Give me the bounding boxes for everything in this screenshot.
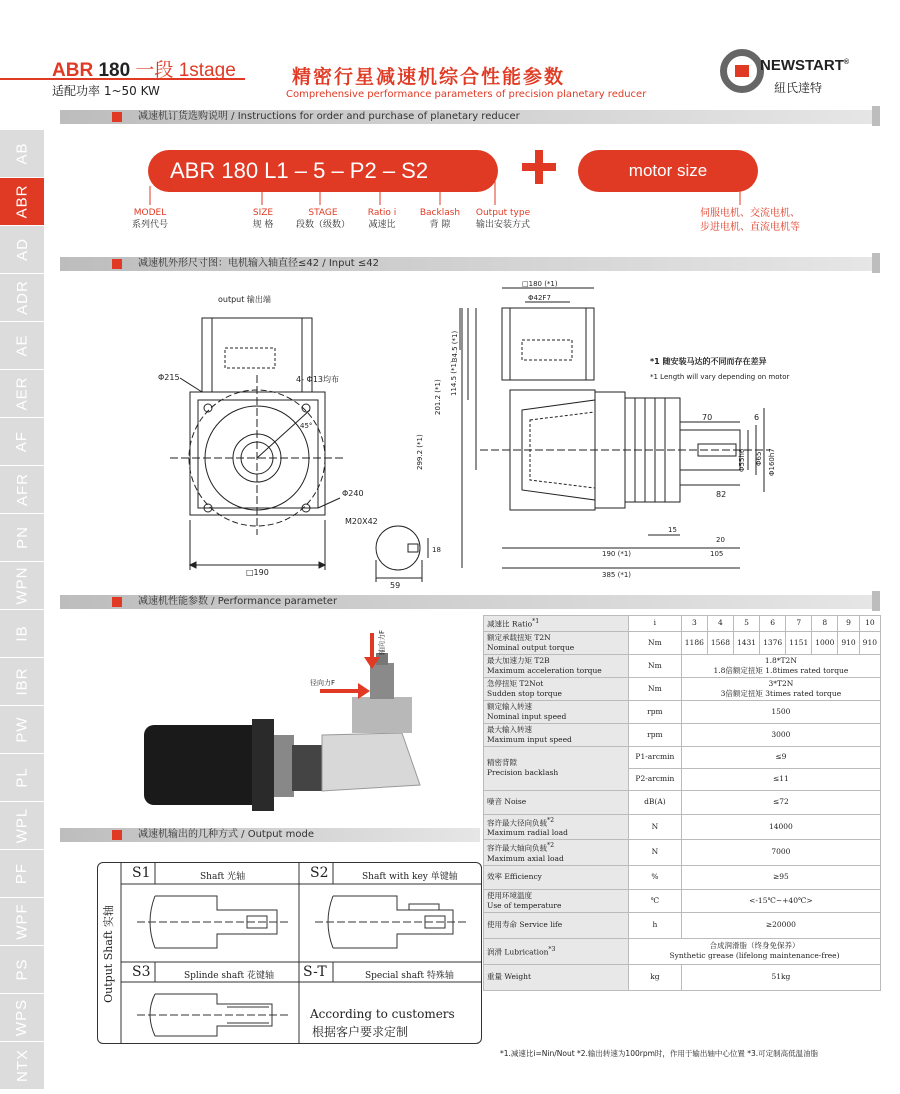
side-tab-label: WPF [13, 903, 31, 940]
side-tab-ae[interactable] [0, 322, 44, 370]
temp-value: <-15℃~+40℃> [681, 889, 880, 912]
dim-phi42: Φ42F7 [528, 294, 551, 302]
side-tab-pn[interactable] [0, 514, 44, 562]
torque-value: 1151 [786, 631, 812, 654]
nom-speed-value: 1500 [681, 700, 880, 723]
torque-value: 1186 [681, 631, 707, 654]
row-label-axial: 容许最大轴向负载$^{*2}$ Maximum axial load [484, 840, 629, 866]
section-marker [112, 597, 122, 607]
table-row [484, 677, 881, 700]
dim-sq180: □180 (*1) [522, 280, 558, 288]
ratio-8: 8 [812, 616, 838, 632]
section-title-order: 减速机订货选购说明 / Instructions for order and purchase of planetary reducer [138, 111, 520, 122]
unit-p1: P1-arcmin [628, 746, 681, 768]
dim-82: 82 [716, 490, 727, 499]
table-row [484, 964, 881, 990]
torque-value: 1376 [760, 631, 786, 654]
life-value: ≥20000 [681, 912, 880, 938]
row-label-temp: 使用环境温度 Use of temperature [484, 889, 629, 912]
radial-value: 14000 [681, 814, 880, 840]
dim-phi160: Φ160h7 [768, 448, 776, 476]
model-stage: 一段 1stage [130, 60, 236, 81]
axial-force-label: 轴向力F [378, 629, 386, 655]
order-code-pill: ABR 180 L1 – 5 – P2 – S2 [148, 150, 498, 192]
unit-stop: Nm [628, 677, 681, 700]
side-tab-label: PN [13, 526, 31, 549]
unit-axial: N [628, 840, 681, 866]
unit-efficiency: % [628, 865, 681, 889]
side-tab-ibr[interactable] [0, 658, 44, 706]
side-tab-label: IB [13, 625, 31, 642]
side-tab-label: WPN [13, 566, 31, 605]
lube-value: 合成润滑脂（终身免保养） Synthetic grease (lifelong maintenance-free) [628, 938, 880, 964]
unit-accel: Nm [628, 654, 681, 677]
table-row [484, 865, 881, 889]
st-code: S-T [303, 964, 327, 980]
label-output-type: Output type 输出安装方式 [475, 208, 531, 230]
product-photo [132, 615, 472, 835]
table-row [484, 723, 881, 746]
table-row [484, 889, 881, 912]
dim-6: 6 [754, 413, 760, 422]
unit-ratio: i [628, 616, 681, 632]
dim-20: 20 [716, 536, 725, 544]
side-tab-adr[interactable] [0, 274, 44, 322]
performance-table [483, 615, 881, 991]
ratio-6: 6 [760, 616, 786, 632]
section-bar-end [872, 253, 880, 273]
p1-value: ≤9 [681, 746, 880, 768]
side-tab-wpl[interactable] [0, 802, 44, 850]
row-label-efficiency: 效率 Efficiency [484, 865, 629, 889]
dim-phi240: Φ240 [342, 489, 364, 498]
s2-code: S2 [310, 865, 329, 881]
side-tab-aer[interactable] [0, 370, 44, 418]
table-row [484, 840, 881, 866]
dim-angle: 45° [300, 422, 313, 430]
row-label-lube: 润滑 Lubrication$^{*3}$ [484, 938, 629, 964]
side-tab-ib[interactable] [0, 610, 44, 658]
motor-size-pill: motor size [578, 150, 758, 192]
section-bar-performance [60, 595, 880, 609]
dim-holes: 4- Φ13均布 [296, 375, 339, 384]
ratio-4: 4 [707, 616, 733, 632]
unit-noise: dB(A) [628, 790, 681, 814]
dim-59: 59 [390, 581, 401, 590]
side-tab-label: AER [13, 376, 31, 411]
section-marker [112, 830, 122, 840]
dim-190: 190 (*1) [602, 550, 632, 558]
side-tab-label: IBR [13, 667, 31, 696]
side-tab-label: ADR [13, 280, 31, 315]
axial-value: 7000 [681, 840, 880, 866]
ratio-7: 7 [786, 616, 812, 632]
side-tab-af[interactable] [0, 418, 44, 466]
unit-temp: ℃ [628, 889, 681, 912]
ratio-3: 3 [681, 616, 707, 632]
s1-title: Shaft 光轴 [200, 872, 246, 882]
side-tab-wpn[interactable] [0, 562, 44, 610]
side-tab-label: AB [13, 142, 31, 165]
side-tab-label: PW [13, 716, 31, 743]
dim-299-2: 299.2 (*1) [416, 434, 424, 470]
unit-p2: P2-arcmin [628, 768, 681, 790]
dim-201-2: 201.2 (*1) [434, 379, 442, 415]
side-tab-label: PL [13, 767, 31, 788]
table-row [484, 790, 881, 814]
s2-title: Shaft with key 单键轴 [362, 872, 458, 882]
logo-registered: ® [843, 59, 850, 66]
section-bar-end [872, 591, 880, 611]
table-row [484, 631, 881, 654]
p2-value: ≤11 [681, 768, 880, 790]
model-number: 180 [98, 60, 131, 81]
section-title-performance: 减速机性能参数 / Performance parameter [138, 596, 338, 607]
max-speed-value: 3000 [681, 723, 880, 746]
ratio-9: 9 [838, 616, 859, 632]
table-row [484, 814, 881, 840]
weight-value: 51kg [681, 964, 880, 990]
dim-18: 18 [432, 546, 441, 554]
torque-value: 910 [859, 631, 880, 654]
torque-value: 1568 [707, 631, 733, 654]
power-range: 适配功率 1~50 KW [52, 84, 160, 98]
note-en: *1 Length will vary depending on motor [650, 373, 790, 381]
efficiency-value: ≥95 [681, 865, 880, 889]
section-bar-output [60, 828, 480, 842]
row-label-nom-speed: 额定输入转速 Nominal input speed [484, 700, 629, 723]
torque-value: 1431 [733, 631, 759, 654]
row-label-weight: 重量 Weight [484, 964, 629, 990]
label-backlash: Backlash 背 隙 [419, 208, 461, 230]
row-label-stop: 急停扭矩 T2Not Sudden stop torque [484, 677, 629, 700]
s3-title: Splinde shaft 花键轴 [184, 971, 275, 981]
dim-phi55: Φ55h6 [738, 448, 746, 472]
s1-code: S1 [132, 865, 151, 881]
page-title: 精密行星减速机综合性能参数 [292, 66, 566, 88]
side-tab-label: PS [13, 958, 31, 981]
label-size: SIZE 规 格 [252, 208, 274, 230]
row-label-radial: 容许最大径向负载$^{*2}$ Maximum radial load [484, 814, 629, 840]
side-tab-wpf[interactable] [0, 898, 44, 946]
table-row [484, 654, 881, 677]
model-prefix: ABR [52, 60, 94, 81]
st-title: Special shaft 特殊轴 [365, 971, 454, 981]
noise-value: ≤72 [681, 790, 880, 814]
logo-en: NEWSTART [760, 57, 844, 74]
logo-cn: 紐氏達特 [774, 81, 823, 95]
dim-114-5: 114.5 (*1) [450, 360, 458, 396]
note-cn: *1 随安装马达的不同而存在差异 [650, 357, 767, 366]
side-tab-pw[interactable] [0, 706, 44, 754]
row-label-ratio: 减速比 Ratio$^{*1}$ [484, 616, 629, 632]
torque-value: 1000 [812, 631, 838, 654]
stop-value: 3*T2N 3倍额定扭矩 3times rated torque [681, 677, 880, 700]
table-row [484, 700, 881, 723]
side-tab-afr[interactable] [0, 466, 44, 514]
unit-life: h [628, 912, 681, 938]
side-tab-label: AD [13, 238, 31, 261]
dimension-drawing [150, 280, 870, 590]
accel-value: 1.8*T2N 1.8倍额定扭矩 1.8times rated torque [681, 654, 880, 677]
table-row [484, 746, 881, 768]
torque-value: 910 [838, 631, 859, 654]
side-tab-wps[interactable] [0, 994, 44, 1042]
side-tab-ps[interactable] [0, 946, 44, 994]
table-row [484, 912, 881, 938]
side-tab-pl[interactable] [0, 754, 44, 802]
unit-radial: N [628, 814, 681, 840]
ratio-5: 5 [733, 616, 759, 632]
side-tab-pf[interactable] [0, 850, 44, 898]
table-footnote: *1.减速比i=Nin/Nout *2.输出转速为100rpm时，作用于输出轴中心位置 *3.可定制高低温油脂 [500, 1049, 819, 1058]
dim-15: 15 [668, 526, 677, 534]
unit-max-speed: rpm [628, 723, 681, 746]
side-tab-label: AE [13, 334, 31, 357]
label-model: MODEL 系列代号 [131, 208, 168, 230]
unit-weight: kg [628, 964, 681, 990]
section-marker [112, 259, 122, 269]
dim-phi65: Φ65 [755, 451, 763, 466]
side-tab-ntx[interactable] [0, 1042, 44, 1090]
label-ratio: Ratio i 减速比 [367, 208, 397, 230]
side-tab-label: WPL [13, 807, 31, 844]
dim-105: 105 [710, 550, 724, 558]
s3-code: S3 [132, 964, 151, 980]
dim-sq190: □190 [246, 568, 269, 577]
row-label-noise: 噪音 Noise [484, 790, 629, 814]
dim-70: 70 [702, 413, 713, 422]
dim-phi215: Φ215 [158, 373, 180, 382]
output-shaft-label: Output Shaft 实轴 [102, 905, 116, 1003]
row-label-accel: 最大加速力矩 T2B Maximum acceleration torque [484, 654, 629, 677]
motor-types: 伺服电机、交流电机、 步进电机、直流电机等 [700, 208, 800, 233]
side-tab-label: PF [13, 862, 31, 885]
row-label-backlash: 精密背隙 Precision backlash [484, 746, 629, 790]
ratio-10: 10 [859, 616, 880, 632]
dim-385: 385 (*1) [602, 571, 632, 579]
table-row [484, 938, 881, 964]
row-label-life: 使用寿命 Service life [484, 912, 629, 938]
table-row [484, 616, 881, 632]
dim-thread: M20X42 [345, 517, 378, 526]
customer-note-cn: 根据客户要求定制 [312, 1025, 409, 1039]
row-label-max-speed: 最大输入转速 Maximum input speed [484, 723, 629, 746]
radial-force-label: 径向力F [310, 679, 336, 687]
unit-nom-speed: rpm [628, 700, 681, 723]
page-subtitle: Comprehensive performance parameters of precision planetary reducer [286, 89, 647, 100]
unit-torque: Nm [628, 631, 681, 654]
section-bar-dimension [60, 257, 880, 271]
side-tab-label: WPS [13, 998, 31, 1037]
customer-note-en: According to customers [310, 1007, 455, 1021]
row-label-torque: 额定承载扭矩 T2N Nominal output torque [484, 631, 629, 654]
side-tab-label: ABR [13, 184, 31, 219]
side-tab-strip [0, 130, 44, 1094]
section-title-dimension: 减速机外形尺寸图：电机输入轴直径≤42 / Input ≤42 [138, 258, 380, 269]
section-title-output: 减速机输出的几种方式 / Output mode [138, 829, 315, 840]
dim-34-5: 34.5 (*1) [451, 330, 459, 362]
side-tab-label: NTX [13, 1049, 31, 1082]
side-tab-label: AFR [13, 473, 31, 506]
label-output-end: output 输出端 [218, 295, 271, 304]
label-stage: STAGE 段数（级数） [295, 208, 350, 230]
side-tab-label: AF [13, 430, 31, 453]
